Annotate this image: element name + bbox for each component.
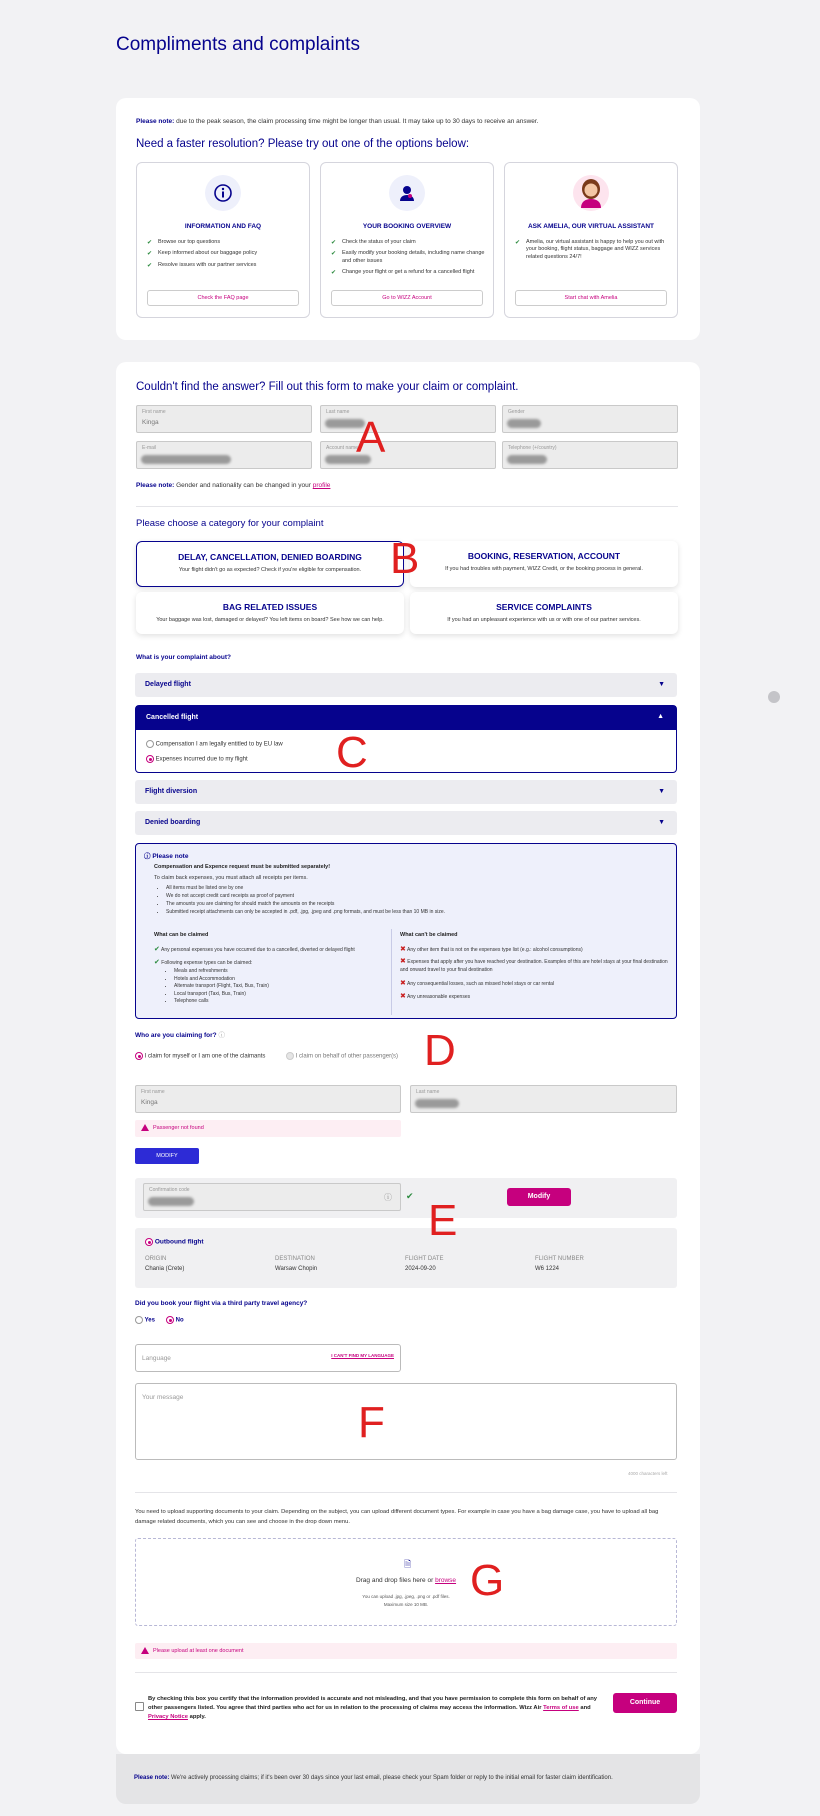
flight-number-label: FLIGHT NUMBER bbox=[535, 1256, 584, 1262]
agency-no-option[interactable]: No bbox=[166, 1316, 184, 1324]
agency-question: Did you book your flight via a third party travel agency? bbox=[135, 1300, 308, 1307]
option-item: ✔ Easily modify your booking details, including name change and other issues bbox=[331, 250, 485, 265]
cross-icon: ✖ bbox=[400, 993, 406, 1000]
annotation-a: A bbox=[356, 413, 386, 462]
last-name-field[interactable] bbox=[320, 405, 496, 433]
chat-amelia-button[interactable]: Start chat with Amelia bbox=[515, 290, 667, 306]
gender-field[interactable] bbox=[502, 405, 678, 433]
passenger-last-name-field[interactable] bbox=[410, 1085, 677, 1113]
consent-checkbox[interactable] bbox=[135, 1702, 144, 1711]
annotation-f: F bbox=[358, 1398, 385, 1447]
redacted-value bbox=[141, 455, 231, 464]
claim-other-option[interactable]: I claim on behalf of other passenger(s) bbox=[286, 1052, 398, 1060]
can-claim-item: ✔ Following expense types can be claimed: bbox=[154, 959, 253, 966]
annotation-c: C bbox=[336, 728, 368, 777]
redacted-value bbox=[507, 419, 541, 428]
category-bag[interactable] bbox=[136, 592, 404, 634]
option-title: ASK AMELIA, OUR VIRTUAL ASSISTANT bbox=[527, 223, 655, 230]
category-title: SERVICE COMPLAINTS bbox=[496, 602, 592, 612]
scroll-indicator[interactable] bbox=[768, 691, 780, 703]
field-label: Last name bbox=[326, 409, 350, 415]
divider bbox=[135, 1672, 677, 1673]
form-heading: Couldn't find the answer? Fill out this form to make your claim or complaint. bbox=[136, 381, 519, 393]
drop-hint: You can upload .jpg, .jpeg, .png or .pdf files. bbox=[362, 1594, 450, 1599]
first-name-field[interactable] bbox=[136, 405, 312, 433]
faster-resolution-card bbox=[116, 98, 700, 340]
cant-claim-item: ✖ Any other item that is not on the expenses type list (e.g.: alcohol consumptions) bbox=[400, 946, 583, 953]
email-field[interactable] bbox=[136, 441, 312, 469]
info-box-bullets bbox=[166, 885, 666, 915]
sub-item: • Meals and refreshments bbox=[174, 968, 269, 974]
bullet: • All items must be listed one by one bbox=[166, 885, 666, 891]
terms-link[interactable]: Terms of use bbox=[543, 1704, 579, 1711]
confirmation-code-field[interactable] bbox=[143, 1183, 401, 1211]
accordion-cancelled-flight bbox=[135, 705, 677, 773]
drop-hint: Maximum size 10 MB. bbox=[383, 1602, 429, 1607]
origin-label: ORIGIN bbox=[145, 1256, 167, 1262]
info-box-title: ⓘ Please note bbox=[144, 853, 189, 860]
characters-left: 4000 characters left bbox=[628, 1471, 668, 1476]
continue-button[interactable]: Continue bbox=[613, 1693, 677, 1713]
option-title: INFORMATION AND FAQ bbox=[184, 223, 262, 230]
sub-item: • Alternate transport (Flight, Taxi, Bus, Train) bbox=[174, 983, 269, 989]
can-claim-sublist bbox=[174, 968, 269, 1004]
warning-icon bbox=[141, 1647, 149, 1654]
claim-self-option[interactable]: I claim for myself or I am one of the claimants bbox=[135, 1052, 265, 1060]
gender-note: Please note: Gender and nationality can be changed in your profile bbox=[136, 482, 331, 489]
option-item: ✔ Keep informed about our baggage policy bbox=[147, 250, 301, 257]
radio-button[interactable] bbox=[146, 740, 154, 748]
info-box-intro: To claim back expenses, you must attach all receipts per items. bbox=[154, 875, 308, 881]
modify-passenger-button[interactable]: MODIFY bbox=[135, 1148, 199, 1164]
cross-icon: ✖ bbox=[400, 946, 406, 953]
check-icon: ✔ bbox=[154, 959, 160, 966]
field-value: Kinga bbox=[141, 1099, 158, 1106]
destination-label: DESTINATION bbox=[275, 1256, 315, 1262]
accordion-label: Cancelled flight bbox=[146, 714, 199, 721]
radio-button[interactable] bbox=[145, 1238, 153, 1246]
accordion-label: Flight diversion bbox=[145, 788, 198, 795]
option-faq bbox=[136, 162, 310, 318]
divider bbox=[136, 506, 678, 507]
wizz-account-button[interactable]: Go to WIZZ Account bbox=[331, 290, 483, 306]
category-service[interactable] bbox=[410, 592, 678, 634]
peak-season-note: Please note: due to the peak season, the claim processing time might be longer than usual. It may take up to 30 days to receive an answer. bbox=[136, 118, 539, 125]
field-label: Account name bbox=[326, 445, 358, 451]
check-faq-button[interactable]: Check the FAQ page bbox=[147, 290, 299, 306]
field-label: E-mail bbox=[142, 445, 157, 451]
divider bbox=[135, 1492, 677, 1493]
accordion-flight-diversion[interactable] bbox=[135, 780, 677, 804]
bullet: • Submitted receipt attachments can only be accepted in .pdf, .jpg, .jpeg and .png formats, and must be less than 10 MB in size. bbox=[166, 909, 666, 915]
radio-button[interactable] bbox=[135, 1316, 143, 1324]
chevron-up-icon: ▲ bbox=[657, 713, 664, 720]
category-desc: Your flight didn't go as expected? Check if you're eligible for compensation. bbox=[178, 567, 362, 573]
chevron-down-icon: ▼ bbox=[658, 819, 665, 826]
drop-text: Drag and drop files here or browse bbox=[355, 1577, 457, 1584]
claiming-for-heading: Who are you claiming for? ⓘ bbox=[135, 1032, 225, 1039]
info-box-bold: Compensation and Expence request must be submitted separately! bbox=[154, 864, 331, 870]
option-item: ✔ Check the status of your claim bbox=[331, 239, 485, 246]
file-dropzone[interactable] bbox=[135, 1538, 677, 1626]
field-label: Confirmation code bbox=[149, 1187, 190, 1193]
option-booking bbox=[320, 162, 494, 318]
passenger-first-name-field[interactable] bbox=[135, 1085, 401, 1113]
language-placeholder: Language bbox=[142, 1355, 171, 1362]
telephone-field[interactable] bbox=[502, 441, 678, 469]
category-heading: Please choose a category for your complaint bbox=[136, 518, 324, 529]
bullet: • We do not accept credit card receipts as proof of payment bbox=[166, 893, 666, 899]
accordion-denied-boarding[interactable] bbox=[135, 811, 677, 835]
message-textarea[interactable] bbox=[135, 1383, 677, 1460]
can-claim-title: What can be claimed bbox=[154, 932, 209, 938]
radio-button[interactable] bbox=[146, 755, 154, 763]
cant-find-language-link[interactable]: I CAN'T FIND MY LANGUAGE bbox=[331, 1353, 394, 1358]
destination-value: Warsaw Chopin bbox=[275, 1266, 318, 1272]
accordion-label: Denied boarding bbox=[145, 819, 201, 826]
agency-yes-option[interactable]: Yes bbox=[135, 1316, 155, 1324]
radio-button[interactable] bbox=[135, 1052, 143, 1060]
chevron-down-icon: ▼ bbox=[658, 788, 665, 795]
option-amelia bbox=[504, 162, 678, 318]
category-title: BOOKING, RESERVATION, ACCOUNT bbox=[467, 551, 621, 561]
profile-link[interactable]: profile bbox=[312, 482, 331, 489]
category-title: DELAY, CANCELLATION, DENIED BOARDING bbox=[178, 552, 362, 562]
complaint-about-heading: What is your complaint about? bbox=[136, 654, 231, 661]
consent-text: By checking this box you certify that the information provided is accurate and not misleading, and that you have permission to complete this form on behalf of any other passengers listed. You agree that third parties who act for us in relation to the processing of claims may access the information. Wizz Air Terms of use and Privacy Notice apply. bbox=[148, 1696, 598, 1720]
option-item: ✔ Resolve issues with our partner services bbox=[147, 262, 301, 269]
flight-number-value: W6 1224 bbox=[535, 1266, 560, 1272]
category-desc: Your baggage was lost, damaged or delayed? You left items on board? See how we can help. bbox=[156, 617, 384, 623]
cant-claim-item: ✖ Any consequential losses, such as missed hotel stays or car rental bbox=[400, 980, 555, 987]
cant-claim-item: ✖ Expenses that apply after you have reached your destination. Examples of this are hotel stays at your final destination and onward travel to your final destination bbox=[400, 958, 668, 974]
check-icon: ✔ bbox=[154, 946, 160, 953]
field-label: Telephone (+/country) bbox=[508, 445, 557, 451]
category-delay[interactable] bbox=[136, 541, 404, 587]
document-icon: 🗎 bbox=[404, 1559, 412, 1569]
modify-confirmation-button[interactable]: Modify bbox=[507, 1188, 571, 1206]
category-title: BAG RELATED ISSUES bbox=[222, 602, 318, 612]
upload-warning-alert: Please upload at least one document bbox=[135, 1643, 677, 1659]
cross-icon: ✖ bbox=[400, 958, 406, 965]
option-item: ✔ Browse our top questions bbox=[147, 239, 301, 246]
footer-note-text: Please note: We're actively processing claims; if it's been over 30 days since your last email, please check your Spam folder or reply to the initial email for faster claim identification. bbox=[134, 1775, 613, 1781]
cant-claim-title: What can't be claimed bbox=[400, 932, 458, 938]
expenses-info-box bbox=[135, 843, 677, 1019]
footer-note bbox=[116, 1754, 700, 1804]
accordion-header[interactable] bbox=[136, 706, 676, 730]
language-field[interactable] bbox=[135, 1344, 401, 1372]
annotation-g: G bbox=[470, 1556, 505, 1605]
flight-details-card bbox=[135, 1228, 677, 1288]
faster-heading: Need a faster resolution? Please try out one of the options below: bbox=[136, 138, 470, 150]
field-label: Gender bbox=[508, 409, 525, 415]
flight-date-label: FLIGHT DATE bbox=[405, 1256, 444, 1262]
accordion-delayed-flight[interactable] bbox=[135, 673, 677, 697]
sub-item: • Telephone calls bbox=[174, 998, 269, 1004]
privacy-link[interactable]: Privacy Notice bbox=[148, 1713, 188, 1720]
cross-icon: ✖ bbox=[400, 980, 406, 987]
annotation-d: D bbox=[424, 1026, 456, 1075]
browse-link[interactable]: browse bbox=[435, 1577, 457, 1584]
page-title: Compliments and complaints bbox=[116, 34, 360, 55]
checkmark-icon: ✔ bbox=[406, 1191, 414, 1201]
flight-date-value: 2024-09-20 bbox=[405, 1266, 436, 1272]
option-item: ✔ Amelia, our virtual assistant is happy to help you out with your booking, flight status, baggage and WIZZ services related questions 24/7! bbox=[515, 239, 669, 261]
option-expenses[interactable]: Expenses incurred due to my flight bbox=[146, 755, 248, 763]
annotation-e: E bbox=[428, 1196, 458, 1245]
column-divider bbox=[391, 929, 392, 1015]
can-claim-item: ✔ Any personal expenses you have occurred due to a cancelled, diverted or delayed flight bbox=[154, 946, 355, 953]
account-name-field[interactable] bbox=[320, 441, 496, 469]
warning-icon bbox=[141, 1124, 149, 1131]
annotation-b: B bbox=[390, 534, 420, 583]
redacted-value bbox=[507, 455, 547, 464]
info-icon: ⓘ bbox=[144, 853, 151, 860]
passenger-not-found-alert: Passenger not found bbox=[135, 1120, 401, 1137]
category-desc: If you had troubles with payment, WIZZ Credit, or the booking process in general. bbox=[445, 566, 643, 572]
redacted-value bbox=[148, 1197, 194, 1206]
message-placeholder: Your message bbox=[142, 1394, 184, 1401]
cant-claim-item: ✖ Any unreasonable expenses bbox=[400, 993, 471, 1000]
person-icon bbox=[389, 175, 425, 211]
redacted-value bbox=[415, 1099, 459, 1108]
outbound-flight-option[interactable]: Outbound flight bbox=[145, 1238, 204, 1246]
category-booking[interactable] bbox=[410, 541, 678, 587]
info-icon[interactable]: ⓘ bbox=[384, 1193, 392, 1202]
origin-value: Chania (Crete) bbox=[145, 1266, 185, 1272]
info-icon bbox=[205, 175, 241, 211]
info-icon[interactable]: ⓘ bbox=[218, 1032, 225, 1039]
option-title: YOUR BOOKING OVERVIEW bbox=[362, 223, 452, 230]
bullet: • The amounts you are claiming for should match the amounts on the receipts bbox=[166, 901, 666, 907]
accordion-label: Delayed flight bbox=[145, 681, 191, 688]
field-value: Kinga bbox=[142, 419, 159, 426]
option-eu-compensation[interactable]: Compensation I am legally entitled to by EU law bbox=[146, 740, 283, 748]
field-label: First name bbox=[142, 409, 166, 415]
category-desc: If you had an unpleasant experience with us or with one of our partner services. bbox=[447, 617, 641, 623]
assistant-avatar bbox=[573, 175, 609, 211]
upload-instructions: You need to upload supporting documents to your claim. Depending on the subject, you can upload different document types. For example in case you have a bag damage case, you have to upload all bag damage related documents, which you can see and choose in the drop down menu. bbox=[135, 1509, 659, 1525]
radio-button[interactable] bbox=[166, 1316, 174, 1324]
radio-button[interactable] bbox=[286, 1052, 294, 1060]
chevron-down-icon: ▼ bbox=[658, 681, 665, 688]
field-label: Last name bbox=[416, 1089, 440, 1095]
sub-item: • Local transport (Taxi, Bus, Train) bbox=[174, 991, 269, 997]
field-label: First name bbox=[141, 1089, 165, 1095]
sub-item: • Hotels and Accommodation bbox=[174, 976, 269, 982]
option-item: ✔ Change your flight or get a refund for a cancelled flight bbox=[331, 269, 485, 276]
